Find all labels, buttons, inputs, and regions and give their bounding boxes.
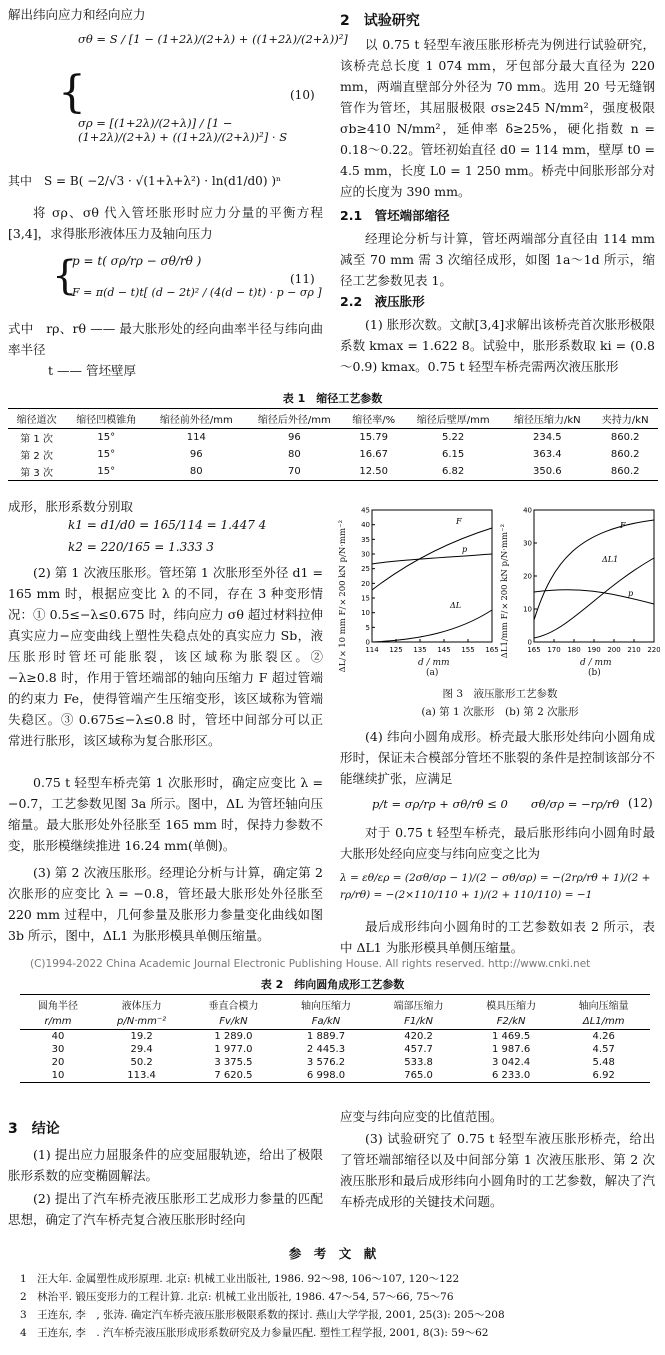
x-tick-label: 125 [389,646,403,654]
table-2-header: 轴向压缩量 [557,995,650,1015]
section-2-title: 2 试验研究 [340,13,420,29]
paragraph-section-2: 以 0.75 t 轻型车液压胀形桥壳为例进行试验研究，该桥壳总长度 1 074 mm，牙包部分最大直径为 220 mm，两端直壁部分外径为 70 mm。选用 20 号无缝钢管作为管坯，其屈服极限 σs≥245 N/mm²，强度极限 σb≥410 N/mm²，延伸率 δ≥25%，硬化指数 n = 0.18～0.22。管坯初始直径 d0 = 114 mm，壁厚 t0 = 4.5 mm，长度 L0 = 1 250 mm。桥壳中间胀形部分对应的长度为 390 mm。 [340,37,655,199]
paragraph-equilibrium: 将 σρ、σθ 代入管坯胀形时应力分量的平衡方程[3,4]，求得胀形液体压力及轴向压力 [8,205,323,241]
equation-11: { p = t( σρ/rρ − σθ/rθ ) F = π(d − t)t[ (d − 2t)² / (4(d − t)t) · p − σρ ] (11) [52,253,322,299]
table-cell: 7 620.5 [187,1069,280,1083]
x-tick-label: 200 [607,646,621,654]
table-cell: 第 1 次 [20,434,53,445]
table-cell: 350.6 [502,463,592,481]
section-3-title: 3 结论 [8,1121,60,1137]
eq10-number: (10) [290,88,315,102]
table-cell: 1 977.0 [214,1044,253,1055]
figure-3a-sub: (a) [426,668,439,678]
table-cell: 16.67 [359,449,389,460]
curve-label: p [628,589,634,598]
figure-3a-xlabel: d / mm [418,658,450,668]
table-cell: 20 [51,1057,65,1068]
table-cell: 30 [51,1044,65,1055]
y-tick-label: 0 [365,638,370,647]
y-tick-label: 35 [361,535,370,544]
where-S: 其中 S = B( −2/√3 · √(1+λ+λ²) · ln(d1/d0) )ⁿ [8,174,282,188]
y-tick-label: 30 [523,539,532,548]
table-cell: 5.48 [592,1057,615,1068]
table-cell: 2 445.3 [306,1044,346,1055]
table-cell: 363.4 [532,449,562,460]
subsection-2-1-title: 2.1 管坯端部缩径 [340,208,450,223]
reference-item: 4 王连东, 李 . 汽车桥壳液压胀形成形系数研究及力参量匹配. 塑性工程学报, 2001, 8(3): 59～62 [20,1327,489,1339]
intro-text: 解出纬向应力和经向应力 [8,7,146,22]
figure-3b-ylabel: ΔL1/mm F/×200 kN p/N·mm⁻² [500,524,510,659]
x-tick-label: 165 [527,646,541,654]
table-2 [20,994,650,1083]
curve [534,590,654,604]
reference-item: 3 王连东, 李 , 张涛. 确定汽车桥壳液压胀形极限系数的探讨. 燕山大学学报, 2001, 25(3): 205～208 [20,1309,505,1321]
curve [372,528,492,590]
figure-3b-xlabel: d / mm [580,658,612,668]
paragraph-coefficients: 成形，胀形系数分别取 [8,499,134,514]
table-cell: 533.8 [404,1057,433,1068]
table-row [20,1043,650,1056]
table-cell: 860.2 [610,432,640,443]
paragraph-2-2: (1) 胀形次数。文献[3,4]求解出该桥壳首次胀形极限系数 kmax = 1.622 8。试验中，胀形系数取 ki = (0.8～0.9) kmax。0.75 t 轻型车桥壳需两次液压胀形 [340,317,655,374]
equation-12-number: (12) [628,796,653,810]
table-1-title: 表 1 缩径工艺参数 [282,392,383,405]
table-cell: 第 2 次 [20,451,53,462]
table-1-header: 缩径前外径/mm [147,409,245,429]
y-tick-label: 25 [361,565,370,574]
curve-label: ΔL [450,601,462,610]
x-tick-label: 135 [413,646,427,654]
table-2-header-unit: F2/kN [465,1014,558,1030]
table-1-header: 缩径道次 [8,409,65,429]
definition-curvature: 式中 rρ、rθ —— 最大胀形处的经向曲率半径与纬向曲率半径 [8,321,323,357]
table-1 [8,408,658,481]
table-cell: 15.79 [359,432,389,443]
curve-label: p [462,545,468,554]
table-2-header-unit: Fv/kN [187,1014,280,1030]
table-cell: 70 [245,463,343,481]
equation-12: p/t = σρ/rρ + σθ/rθ ≤ 0 σθ/σρ = −rρ/rθ [372,797,620,811]
y-tick-label: 40 [523,506,532,515]
eq10-sigma-rho: σρ = [(1+2λ)/(2+λ)] / [1 − (1+2λ)/(2+λ) + ((1+2λ)/(2+λ))²] · S [78,116,288,144]
y-tick-label: 0 [527,638,532,647]
table-cell: 15° [97,432,116,443]
table-cell: 3 042.4 [492,1057,531,1068]
table-cell: 80 [287,449,301,460]
x-tick-label: 165 [485,646,499,654]
reference-item: 2 林治平. 锻压变形力的工程计算. 北京: 机械工业出版社, 1986. 47～54, 57～66, 75～76 [20,1291,454,1303]
equation-lambda: λ = εθ/ερ = (2σθ/σρ − 1)/(2 − σθ/σρ) = −(2rρ/rθ + 1)/(2 + rρ/rθ) = −(2×110/110 + 1)/(2 + 110/110) = −1 [340,872,651,901]
figure-3 [338,500,660,680]
table-cell: 1 987.6 [492,1044,531,1055]
table-cell: 50.2 [130,1057,153,1068]
x-tick-label: 145 [437,646,451,654]
paragraph-first-bulging: (2) 第 1 次液压胀形。管坯第 1 次胀形至外径 d1 = 165 mm 时，根据应变比 λ 的不同，存在 3 种变形情况：① 0.5≤−λ≤0.675 时，纬向应力 σθ 超过材料拉伸真实应力−应变曲线上塑性失稳点处的真实应力 Sb，液压胀形时管坯可能胀裂，该区域称为胀裂区。② −λ≥0.8 时，作用于管坯端部的轴向压缩力 F 超过管端的约束力 Fe，使得管端产生压缩变形，该区域称为管端失稳区。③ 0.675≤−λ≤0.8 时，管坯中间部分可以正常进行胀形，该区域称为复合胀形区。 [8,565,323,748]
table-cell: 1 289.0 [214,1031,253,1042]
table-cell: 96 [287,432,301,443]
table-2-header-unit: Fa/kN [280,1014,373,1030]
y-tick-label: 5 [365,623,370,632]
x-tick-label: 155 [461,646,475,654]
y-tick-label: 45 [361,506,370,515]
table-cell: 6.15 [442,449,465,460]
table-cell: 765.0 [372,1069,465,1083]
table-2-header: 圆角半径 [20,995,96,1015]
table-cell: 19.2 [130,1031,153,1042]
table-2-header: 端部压缩力 [372,995,465,1015]
conclusion-2: (2) 提出了汽车桥壳液压胀形工艺成形力参量的匹配思想，确定了汽车桥壳复合液压胀形时经向 [8,1191,323,1227]
table-cell: 4.57 [592,1044,615,1055]
paragraph-small-fillet: (4) 纬向小圆角成形。桥壳最大胀形处纬向小圆角成形时，保证未合模部分管坯不胀裂的条件是控制该部分不能继续扩张，应满足 [340,729,655,786]
table-cell: 114 [186,432,206,443]
table-cell: 80 [147,463,245,481]
table-cell: 860.2 [610,449,640,460]
curve [372,610,492,642]
conclusion-3: (3) 试验研究了 0.75 t 轻型车液压胀形桥壳，给出了管坯端部缩径以及中间部分第 1 次液压胀形、第 2 次液压胀形和最后成形纬向小圆角时的工艺参数，解决了汽车桥壳成形的关键技术问题。 [340,1131,655,1209]
y-tick-label: 20 [361,579,370,588]
table-2-header: 液体压力 [96,995,187,1015]
table-cell: 234.5 [532,432,562,443]
references-title: 参 考 文 献 [288,1246,377,1261]
table-row [8,429,658,447]
equation-k1: k1 = d1/d0 = 165/114 = 1.447 4 [68,518,267,532]
paragraph-first-bulging-params: 0.75 t 轻型车桥壳第 1 次胀形时，确定应变比 λ = −0.7，工艺参数见图 3a 所示。图中，ΔL 为管坯轴向压缩量。最大胀形处外径胀至 165 mm 时，保持力参数不变，胀形模继续推进 16.24 mm(单侧)。 [8,775,323,853]
table-1-header: 缩径凹模锥角 [65,409,147,429]
x-tick-label: 220 [647,646,660,654]
equation-k2: k2 = 220/165 = 1.333 3 [68,540,214,554]
table-2-header-unit: ΔL1/mm [557,1014,650,1030]
table-2-header-unit: p/N·mm⁻² [96,1014,187,1030]
table-cell: 3 576.2 [306,1057,346,1068]
subsection-2-2-title: 2.2 液压胀形 [340,294,425,309]
x-tick-label: 190 [587,646,601,654]
table-2-header: 模具压缩力 [465,995,558,1015]
copyright-notice: (C)1994-2022 China Academic Journal Electronic Publishing House. All rights reserved. http://www.cnki.net [30,958,591,970]
table-1-header: 缩径后外径/mm [245,409,343,429]
table-cell: 860.2 [592,463,658,481]
table-cell: 96 [189,449,203,460]
table-cell: 113.4 [96,1069,187,1083]
paragraph-strain-ratio: 对于 0.75 t 轻型车桥壳，最后胀形纬向小圆角时最大胀形处经向应变与纬向应变之比为 [340,825,655,861]
table-1-header: 缩径后壁厚/mm [404,409,502,429]
reference-item: 1 汪大年. 金属塑性成形原理. 北京: 机械工业出版社, 1986. 92～98, 106～107, 120～122 [20,1273,460,1285]
table-1-header: 缩径率/% [343,409,404,429]
figure-3a-ylabel: ΔL/×10 mm F/×200 kN p/N·mm⁻² [338,520,348,673]
equation-10: { σθ = S / [1 − (1+2λ)/(2+λ) + ((1+2λ)/(2+λ))²] σρ = [(1+2λ)/(2+λ)] / [1 − (1+2λ)/(2+λ) + ((1+2λ)/(2+λ))²] · S (10) [58,32,348,144]
figure-3-caption: 图 3 液压胀形工艺参数 [442,688,558,700]
y-tick-label: 15 [361,594,370,603]
table-2-header-unit: r/mm [20,1014,96,1030]
curve [534,558,654,638]
table-1-header: 缩径压缩力/kN [502,409,592,429]
table-row [20,1056,650,1069]
y-tick-label: 40 [361,521,370,530]
x-tick-label: 180 [567,646,581,654]
x-tick-label: 210 [627,646,641,654]
eq11-F: F = π(d − t)t[ (d − 2t)² / (4(d − t)t) · p − σρ ] [72,286,322,299]
eq10-sigma-theta: σθ = S / [1 − (1+2λ)/(2+λ) + ((1+2λ)/(2+λ))²] [78,32,348,46]
conclusion-1: (1) 提出应力屈服条件的应变屈服轨迹，给出了极限胀形系数的应变椭圆解法。 [8,1147,323,1183]
table-cell: 1 469.5 [492,1031,531,1042]
paragraph-second-bulging: (3) 第 2 次液压胀形。经理论分析与计算，确定第 2 次胀形的应变比 λ = −0.8，管坯最大胀形处外径胀至 220 mm 过程中，几何参量及胀形力参量变化曲线如图 3b 所示，图中，ΔL1 为胀形模具单侧压缩量。 [8,865,323,943]
table-1-header: 夹持力/kN [592,409,658,429]
y-tick-label: 20 [523,572,532,581]
table-cell: 4.26 [592,1031,615,1042]
eq11-p: p = t( σρ/rρ − σθ/rθ ) [72,254,202,268]
table-2-title: 表 2 纬向圆角成形工艺参数 [260,978,405,991]
table-cell: 10 [20,1069,96,1083]
table-cell: 6 998.0 [280,1069,373,1083]
paragraph-table-2-ref: 最后成形纬向小圆角时的工艺参数如表 2 所示，表中 ΔL1 为胀形模具单侧压缩量。 [340,919,655,955]
y-tick-label: 10 [361,609,370,618]
table-row [20,1069,650,1083]
table-cell: 12.50 [343,463,404,481]
eq11-number: (11) [290,272,315,286]
table-cell: 6.82 [404,463,502,481]
table-cell: 29.4 [130,1044,153,1055]
table-2-header: 垂直合模力 [187,995,280,1015]
table-2-header-unit: F1/kN [372,1014,465,1030]
table-cell: 40 [51,1031,65,1042]
curve [534,520,654,620]
table-cell: 15° [97,449,116,460]
x-tick-label: 170 [547,646,561,654]
table-2-header: 轴向压缩力 [280,995,373,1015]
curve-label: F [456,517,462,526]
curve-label: F [620,521,626,530]
table-cell: 6.92 [557,1069,650,1083]
table-cell: 第 3 次 [8,463,65,481]
definition-thickness: t —— 管坯壁厚 [48,363,136,378]
table-cell: 1 889.7 [306,1031,346,1042]
table-cell: 6 233.0 [465,1069,558,1083]
table-cell: 5.22 [442,432,465,443]
references-list [20,1270,660,1342]
paragraph-2-1: 经理论分析与计算，管坯两端部分直径由 114 mm 减至 70 mm 需 3 次缩径成形，如图 1a～1d 所示，缩径工艺参数见表 1。 [340,231,655,288]
table-cell: 420.2 [404,1031,433,1042]
curve [372,554,492,564]
figure-3-subcaption: (a) 第 1 次胀形 (b) 第 2 次胀形 [421,706,579,718]
y-tick-label: 30 [361,550,370,559]
figure-3-plots [338,500,660,680]
table-cell: 15° [65,463,147,481]
table-cell: 3 375.5 [214,1057,253,1068]
conclusion-2-continued: 应变与纬向应变的比值范围。 [340,1109,503,1124]
x-tick-label: 114 [365,646,379,654]
curve-label: ΔL1 [602,555,619,564]
y-tick-label: 10 [523,605,532,614]
table-row [8,446,658,463]
table-cell: 457.7 [404,1044,433,1055]
figure-3b-sub: (b) [588,668,601,678]
table-row [20,1030,650,1044]
table-row [8,463,658,481]
